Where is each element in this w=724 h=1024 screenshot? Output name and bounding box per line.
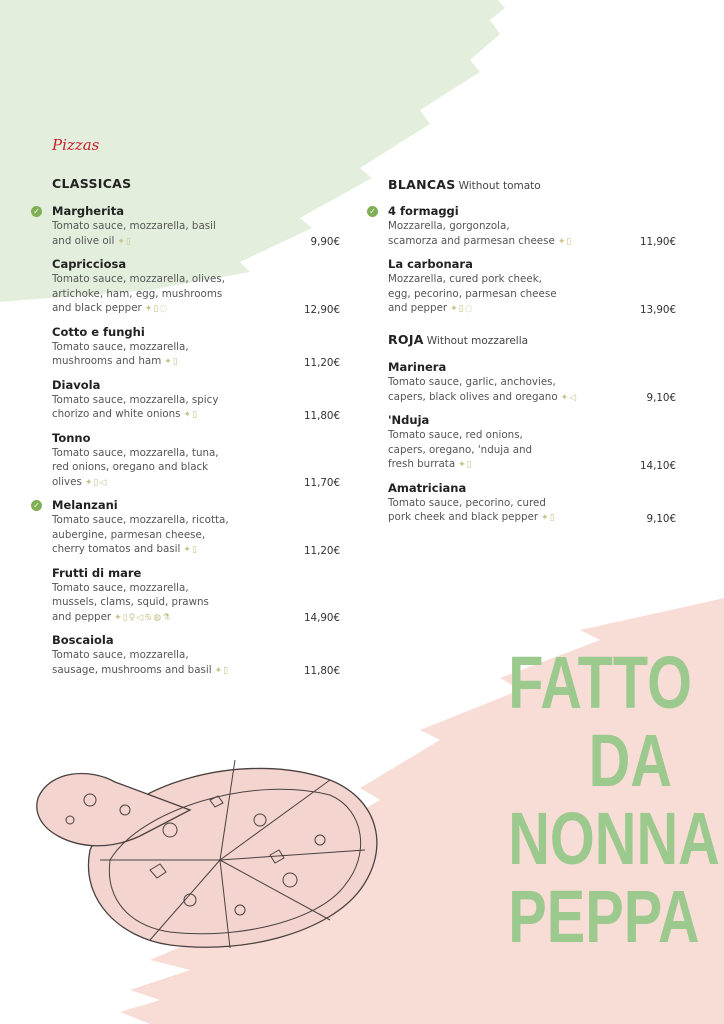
allergen-icons: ✦▯	[183, 545, 198, 555]
menu-item-name: 4 formaggi	[388, 204, 459, 218]
menu-item-description-line: Tomato sauce, mozzarella,	[52, 581, 189, 594]
menu-item-description-line: mushrooms and ham ✦▯	[52, 355, 179, 367]
menu-item-description-line: Tomato sauce, mozzarella, spicy	[52, 393, 219, 406]
blancas-heading	[388, 177, 541, 192]
menu-item	[52, 431, 340, 491]
menu-item	[52, 257, 340, 317]
menu-item-description-line: and pepper ✦▯◌	[388, 302, 474, 314]
menu-item-description	[52, 446, 247, 491]
menu-item-description-line: artichoke, ham, egg, mushrooms	[52, 287, 223, 300]
menu-item-description	[52, 648, 247, 678]
menu-item	[33, 498, 340, 558]
allergen-icons: ✦▯◌	[144, 304, 169, 314]
menu-item-description-line: Mozzarella, gorgonzola,	[388, 220, 510, 232]
menu-item-name: Tonno	[52, 430, 91, 445]
menu-item-description-line: olives ✦▯◁	[52, 475, 108, 488]
menu-item-description-line: chorizo and white onions ✦▯	[52, 408, 199, 420]
roja-heading-label: ROJA	[388, 332, 424, 347]
menu-item-name: Melanzani	[52, 498, 118, 512]
menu-item-description-line: Tomato sauce, mozzarella, olives,	[52, 273, 225, 285]
menu-item-description-line: sausage, mushrooms and basil ✦▯	[52, 663, 230, 676]
menu-item-price: 9,90€	[310, 236, 340, 248]
menu-item-description-line: red onions, oregano and black	[52, 461, 209, 473]
menu-item	[52, 566, 340, 626]
menu-item-description	[52, 393, 247, 423]
menu-item-price: 11,70€	[303, 477, 340, 489]
roja-subheading: Without mozzarella	[426, 335, 529, 347]
menu-item-name: Capricciosa	[52, 257, 127, 271]
menu-item-price: 11,90€	[639, 236, 676, 248]
slogan-line: DA	[588, 719, 672, 802]
allergen-icons: ✦◁	[560, 392, 578, 403]
menu-item-name: Margherita	[52, 204, 124, 218]
blancas-heading-label: BLANCAS	[388, 177, 456, 192]
menu-item-description-line: and olive oil ✦▯	[52, 234, 132, 247]
allergen-icons: ✦▯	[117, 236, 132, 247]
menu-item-description-line: fresh burrata ✦▯	[388, 458, 473, 470]
allergen-icons: ✦▯	[183, 410, 199, 420]
menu-item-description-line: capers, black olives and oregano ✦◁	[388, 390, 578, 403]
menu-item-description-line: scamorza and parmesan cheese ✦▯	[388, 234, 573, 247]
menu-item	[388, 413, 676, 473]
slogan-line: FATTO	[508, 641, 693, 724]
classicas-heading-label: CLASSICAS	[52, 176, 132, 191]
menu-item-name: La carbonara	[388, 257, 473, 271]
allergen-icons: ✦▯♀◁♋◍⚗	[114, 612, 172, 623]
slogan-line: PEPPA	[508, 875, 700, 958]
menu-item-name: Boscaiola	[52, 633, 114, 647]
menu-item	[52, 633, 340, 678]
menu-item-description-line: cherry tomatos and basil ✦▯	[52, 543, 198, 555]
menu-item-name: Cotto e funghi	[52, 324, 145, 339]
menu-item	[369, 204, 676, 249]
menu-item-price: 11,20€	[303, 356, 340, 369]
menu-item-description-line: Tomato sauce, pecorino, cured	[388, 496, 546, 509]
vegetarian-leaf-icon: ✓	[31, 206, 42, 217]
blancas-list	[369, 204, 676, 325]
slogan-line: NONNA	[508, 797, 720, 880]
section-title: Pizzas	[52, 136, 100, 154]
vegetarian-leaf-icon: ✓	[31, 500, 42, 511]
menu-item-price: 14,90€	[303, 612, 340, 624]
menu-item-description	[388, 272, 583, 317]
allergen-icons: ✦▯◌	[450, 304, 474, 314]
menu-item-name: Diavola	[52, 377, 101, 392]
allergen-icons: ✦▯	[214, 665, 230, 676]
menu-item-description-line: capers, oregano, 'nduja and	[388, 443, 533, 456]
menu-item-description	[388, 219, 583, 249]
classicas-list	[33, 204, 340, 686]
menu-item-price: 13,90€	[639, 303, 676, 316]
menu-item-description-line: and black pepper ✦▯◌	[52, 302, 169, 314]
blancas-subheading: Without tomato	[458, 180, 541, 192]
menu-item-name: Frutti di mare	[52, 565, 142, 580]
menu-item-description-line: aubergine, parmesan cheese,	[52, 528, 206, 541]
menu-item-description-line: Tomato sauce, red onions,	[388, 429, 523, 441]
menu-item	[388, 257, 676, 317]
menu-item-price: 9,10€	[646, 512, 676, 525]
menu-item-description	[388, 428, 583, 473]
menu-item-description-line: mussels, clams, squid, prawns	[52, 596, 209, 608]
roja-heading	[388, 332, 528, 347]
menu-item	[388, 360, 676, 405]
menu-item-description	[388, 375, 583, 405]
menu-item-price: 9,10€	[646, 392, 676, 404]
menu-item-description-line: pork cheek and black pepper ✦▯	[388, 511, 556, 523]
menu-item-price: 11,20€	[303, 544, 340, 557]
menu-item-description-line: Tomato sauce, mozzarella, basil	[52, 220, 216, 232]
allergen-icons: ✦▯◁	[84, 477, 108, 488]
allergen-icons: ✦▯	[557, 236, 573, 247]
menu-item-description	[52, 272, 247, 317]
menu-item-description	[52, 581, 247, 626]
vegetarian-leaf-icon: ✓	[367, 206, 378, 217]
menu-item-description	[52, 340, 247, 370]
menu-item-description-line: Mozzarella, cured pork cheek,	[388, 273, 542, 285]
menu-item-description-line: egg, pecorino, parmesan cheese	[388, 287, 557, 300]
menu-item-description	[52, 513, 247, 558]
menu-item-description-line: Tomato sauce, mozzarella, tuna,	[52, 446, 219, 459]
roja-list	[388, 360, 676, 534]
menu-item-name: Marinera	[388, 360, 447, 374]
menu-item	[388, 481, 676, 526]
menu-item-price: 12,90€	[303, 303, 340, 316]
menu-item-description-line: and pepper ✦▯♀◁♋◍⚗	[52, 610, 172, 623]
allergen-icons: ✦▯	[164, 357, 179, 367]
menu-item	[52, 325, 340, 370]
classicas-heading	[52, 176, 131, 191]
menu-item-description	[388, 496, 583, 526]
menu-item-price: 11,80€	[303, 409, 340, 422]
menu-item	[33, 204, 340, 249]
menu-item-price: 11,80€	[303, 665, 340, 677]
menu-item	[52, 378, 340, 423]
menu-item-name: 'Nduja	[388, 413, 430, 427]
menu-item-price: 14,10€	[639, 459, 676, 472]
menu-item-description-line: Tomato sauce, mozzarella,	[52, 649, 189, 661]
menu-item-name: Amatriciana	[388, 480, 467, 495]
allergen-icons: ✦▯	[541, 513, 556, 523]
menu-item-description-line: Tomato sauce, garlic, anchovies,	[388, 376, 556, 388]
allergen-icons: ✦▯	[458, 460, 473, 470]
slogan	[508, 641, 720, 958]
pizza-illustration	[30, 740, 382, 960]
menu-item-description	[52, 219, 247, 249]
menu-item-description-line: Tomato sauce, mozzarella, ricotta,	[52, 514, 229, 526]
menu-item-description-line: Tomato sauce, mozzarella,	[52, 340, 189, 353]
